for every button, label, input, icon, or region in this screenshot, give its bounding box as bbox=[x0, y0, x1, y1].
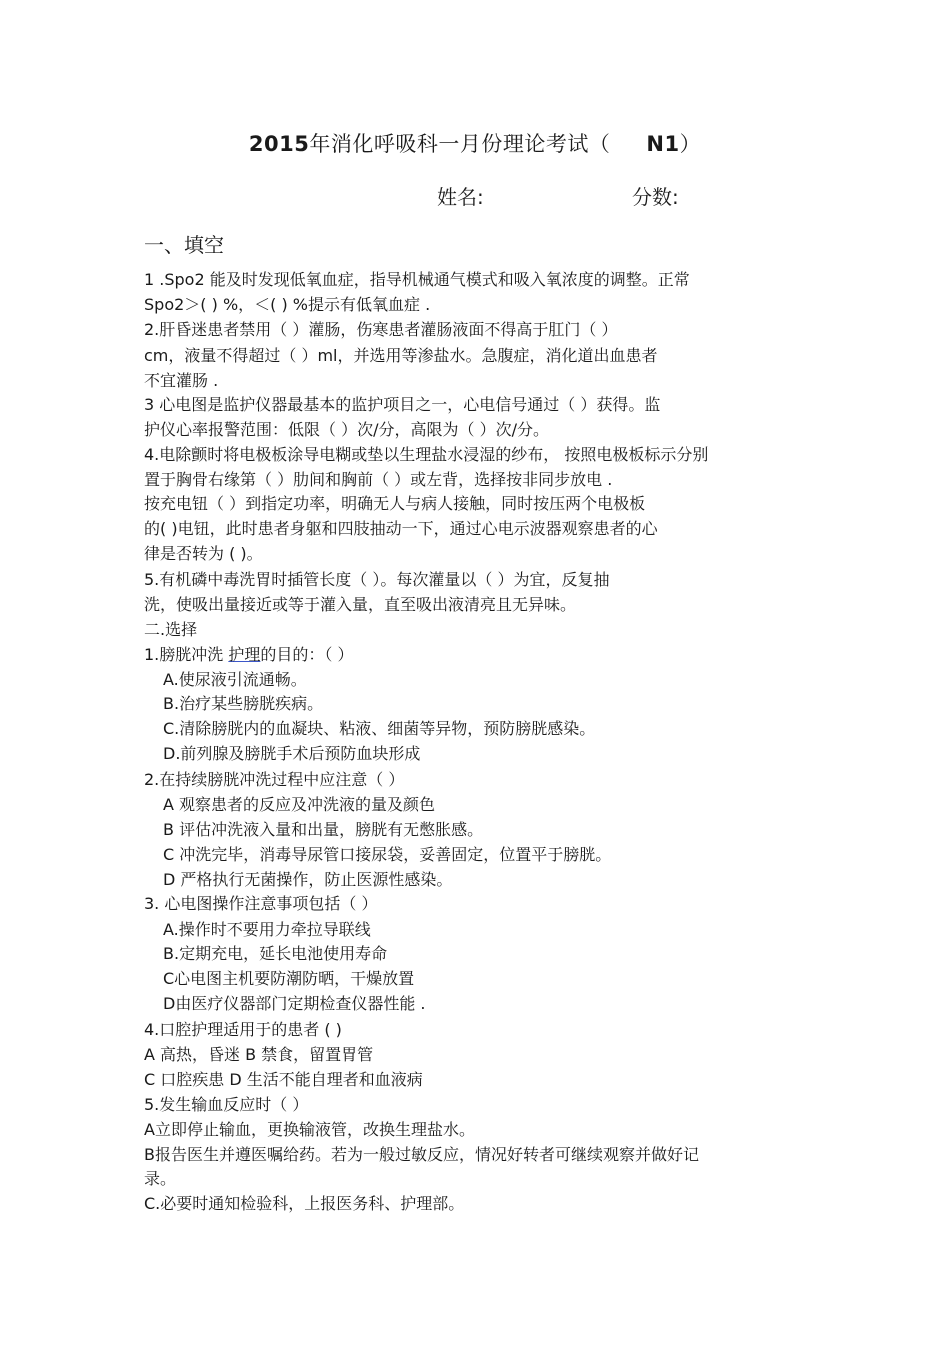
option-line: C.清除膀胱内的血凝块、粘液、细菌等异物，预防膀胱感染。 bbox=[163, 719, 596, 738]
text-line: 2.肝昏迷患者禁用（ ）灌肠，伤寒患者灌肠液面不得高于肛门（ ） bbox=[144, 320, 618, 339]
text-line: 按充电钮（ ）到指定功率，明确无人与病人接触，同时按压两个电极板 bbox=[144, 494, 646, 513]
text-line: 护仪心率报警范围：低限（ ）次/分，高限为（ ）次/分。 bbox=[144, 420, 549, 439]
option-line: A 观察患者的反应及冲洗液的量及颜色 bbox=[163, 795, 436, 814]
option-line: B.定期充电，延长电池使用寿命 bbox=[163, 944, 388, 963]
text-line: 不宜灌肠 . bbox=[144, 371, 219, 390]
score-label: 分数: bbox=[632, 185, 679, 209]
title-text: 年消化呼吸科一月份理论考试（ bbox=[309, 132, 611, 156]
option-line: C心电图主机要防潮防晒，干燥放置 bbox=[163, 969, 415, 988]
text-line: 洗，使吸出量接近或等于灌入量，直至吸出液清亮且无异味。 bbox=[144, 595, 577, 614]
question-stem: 3. 心电图操作注意事项包括（ ） bbox=[144, 894, 378, 913]
option-line: C 口腔疾患 D 生活不能自理者和血液病 bbox=[144, 1070, 423, 1089]
q1-stem-b: 的目的：（ ） bbox=[260, 645, 354, 664]
text-line: 律是否转为 ( )。 bbox=[144, 544, 263, 563]
name-label: 姓名: bbox=[437, 185, 484, 209]
option-line: D.前列腺及膀胱手术后预防血块形成 bbox=[163, 744, 421, 763]
text-line: cm，液量不得超过（ ）ml，并选用等渗盐水。急腹症，消化道出血患者 bbox=[144, 346, 658, 365]
q1-stem-a: 1.膀胱冲洗 bbox=[144, 645, 229, 664]
option-line: A立即停止输血，更换输液管，改换生理盐水。 bbox=[144, 1120, 475, 1139]
option-line: C 冲洗完毕，消毒导尿管口接尿袋，妥善固定，位置平于膀胱。 bbox=[163, 845, 612, 864]
question-stem bbox=[144, 645, 353, 665]
question-stem: 2.在持续膀胱冲洗过程中应注意（ ） bbox=[144, 770, 405, 789]
section-choice-heading: 二.选择 bbox=[144, 620, 198, 639]
option-line: D由医疗仪器部门定期检查仪器性能 . bbox=[163, 994, 426, 1013]
text-line: 5.有机磷中毒洗胃时插管长度（ ）。每次灌量以（ ）为宜，反复抽 bbox=[144, 570, 610, 589]
title-close: ） bbox=[679, 132, 702, 156]
q1-stem-link[interactable]: 护理 bbox=[228, 645, 261, 664]
text-line: 的( )电钮，此时患者身躯和四肢抽动一下，通过心电示波器观察患者的心 bbox=[144, 519, 658, 538]
section-fill-blank-heading: 一、填空 bbox=[144, 233, 224, 257]
option-line: A.操作时不要用力牵拉导联线 bbox=[163, 920, 371, 939]
text-line: Spo2＞( ) %，＜( ) %提示有低氧血症 . bbox=[144, 295, 431, 314]
page-title bbox=[0, 128, 950, 158]
option-line: 录。 bbox=[144, 1169, 177, 1188]
option-line: C.必要时通知检验科，上报医务科、护理部。 bbox=[144, 1194, 465, 1213]
title-code: N1 bbox=[646, 132, 680, 156]
title-year: 2015 bbox=[248, 132, 310, 156]
option-line: A.使尿液引流通畅。 bbox=[163, 670, 307, 689]
question-stem: 4.口腔护理适用于的患者 ( ) bbox=[144, 1020, 342, 1039]
option-line: B报告医生并遵医嘱给药。若为一般过敏反应，情况好转者可继续观察并做好记 bbox=[144, 1145, 699, 1164]
option-line: B.治疗某些膀胱疾病。 bbox=[163, 694, 324, 713]
option-line: D 严格执行无菌操作，防止医源性感染。 bbox=[163, 870, 453, 889]
option-line: A 高热，昏迷 B 禁食，留置胃管 bbox=[144, 1045, 374, 1064]
text-line: 3 心电图是监护仪器最基本的监护项目之一，心电信号通过（ ）获得。监 bbox=[144, 395, 661, 414]
option-line: B 评估冲洗液入量和出量，膀胱有无憋胀感。 bbox=[163, 820, 484, 839]
question-stem: 5.发生输血反应时（ ） bbox=[144, 1095, 309, 1114]
text-line: 置于胸骨右缘第（ ）肋间和胸前（ ）或左背，选择按非同步放电 . bbox=[144, 470, 613, 489]
text-line: 1 .Spo2 能及时发现低氧血症，指导机械通气模式和吸入氧浓度的调整。正常 bbox=[144, 270, 690, 289]
text-line: 4.电除颤时将电极板涂导电糊或垫以生理盐水浸湿的纱布， 按照电极板标示分别 bbox=[144, 445, 709, 464]
